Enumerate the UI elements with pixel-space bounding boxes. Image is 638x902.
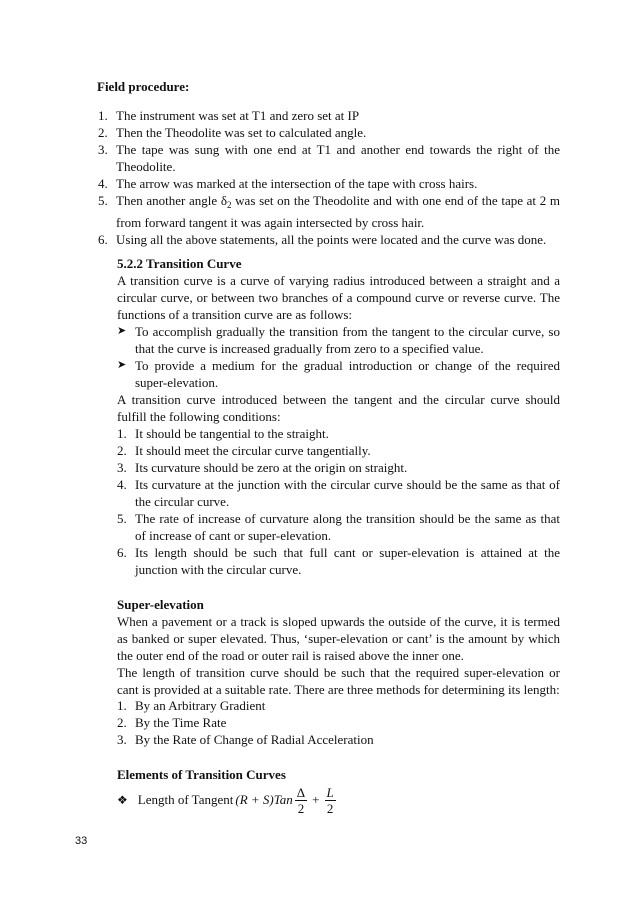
conditions-intro: A transition curve introduced between the tangent and the circular curve should fulfill the following conditions: [117, 392, 560, 424]
field-procedure-steps [98, 107, 560, 248]
list-item: 6. Its length should be such that full cant or super-elevation is attained at the junction with the circular curve. [117, 545, 560, 577]
diamond-bullet-icon: ❖ [117, 792, 128, 807]
list-item: 1. By an Arbitrary Gradient [117, 698, 266, 713]
transition-functions-list [117, 323, 560, 391]
list-item: 2. By the Time Rate [117, 715, 227, 730]
list-item: 4. Its curvature at the junction with the circular curve should be the same as that of the circular curve. [117, 477, 560, 509]
list-item: 5. The rate of increase of curvature along the transition should be the same as that of increase of cant or super-elevation. [117, 511, 560, 543]
list-item: ➤ To provide a medium for the gradual introduction or change of the required super-elevation. [117, 358, 560, 390]
list-item: ➤ To accomplish gradually the transition from the tangent to the circular curve, so that the curve is increased gradually from zero to a specified value. [117, 324, 560, 356]
page-number: 33 [75, 835, 88, 847]
super-elevation-para-2: The length of transition curve should be such that the required super-elevation or cant is provided at a suitable rate. There are three methods for determining its length: [117, 665, 560, 697]
super-elevation-heading: Super-elevation [117, 597, 204, 612]
list-item: 2. It should meet the circular curve tangentially. [117, 443, 371, 458]
list-item: 3. Its curvature should be zero at the origin on straight. [117, 460, 408, 475]
subscript: 2 [227, 200, 232, 210]
length-of-tangent-item [117, 780, 338, 820]
transition-curve-intro: A transition curve is a curve of varying radius introduced between a straight and a circular curve, or between two branches of a compound curve or reverse curve. The functions of a transition curve are as follows: [117, 273, 560, 322]
list-item: 6. Using all the above statements, all the points were located and the curve was done. [98, 232, 547, 247]
list-item: 2. Then the Theodolite was set to calculated angle. [98, 125, 367, 140]
formula-func: Tan [273, 792, 293, 807]
elements-heading: Elements of Transition Curves [117, 767, 286, 782]
list-item: 1. The instrument was set at T1 and zero set at IP [98, 108, 360, 123]
list-item: 1. It should be tangential to the straight. [117, 426, 329, 441]
length-of-tangent-label: Length of Tangent [137, 792, 234, 807]
transition-curve-heading: 5.2.2 Transition Curve [117, 256, 242, 271]
list-item: 5. Then another angle $\delta_2$ was set on the Theodolite and with one end of the tape at 2 m from forward tangent it was again intersected by cross hair. [98, 193, 560, 230]
fraction-delta-over-2: $\frac{\Delta}{2}$ [296, 784, 306, 816]
arrow-bullet-icon: ➤ [117, 359, 127, 371]
arrow-bullet-icon: ➤ [117, 325, 127, 337]
fraction-l-over-2: $\frac{L}{2}$ [326, 784, 334, 816]
super-elevation-para-1: When a pavement or a track is sloped upwards the outside of the curve, it is termed as banked or super elevated. Thus, ‘super-elevation or cant’ is the amount by which the outer end of the road or outer rail is raised above the inner one. [117, 614, 560, 663]
length-methods-list [117, 697, 560, 748]
field-procedure-heading: Field procedure: [97, 79, 190, 94]
list-item: 3. The tape was sung with one end at T1 and another end towards the right of the Theodolite. [98, 142, 560, 174]
list-item: 3. By the Rate of Change of Radial Acceleration [117, 732, 374, 747]
list-item: 4. The arrow was marked at the intersection of the tape with cross hairs. [98, 176, 478, 191]
formula-paren: (R + S) [235, 792, 274, 807]
formula-plus: + [312, 792, 320, 807]
conditions-list [117, 425, 560, 578]
